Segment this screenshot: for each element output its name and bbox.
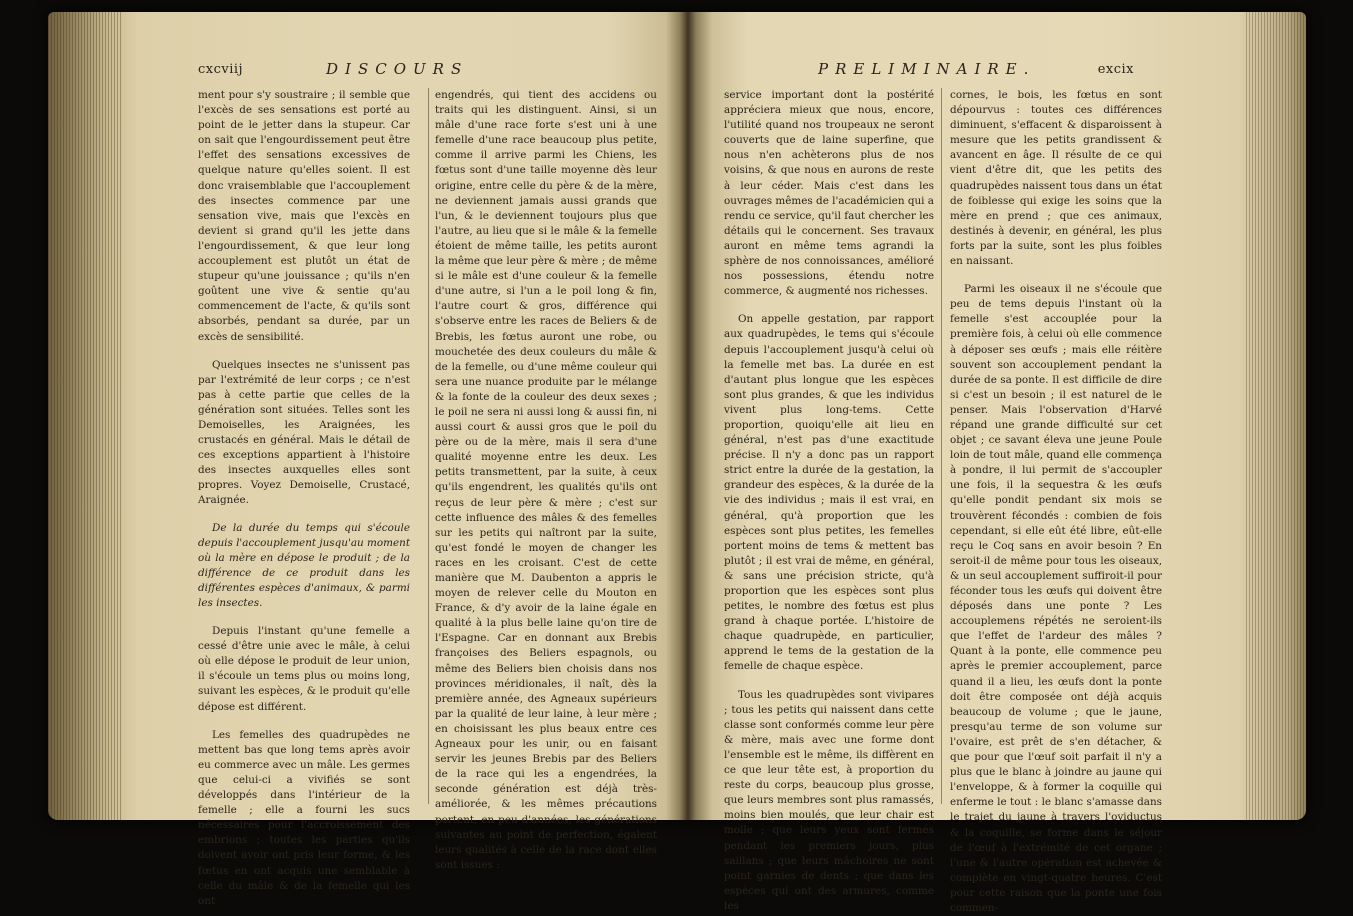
paragraph: service important dont la postérité appréciera mieux que nous, encore, l'utilité quand nos troupeaux ne seront couverts que de laine superfine, que nous n'en achèterons plus de nos voisins, & que nous en aurons de reste à leur céder. Mais c'est dans les ouvrages mêmes de l'académicien qui a rendu ce service, qu'il faut chercher les détails qui le concernent. Ses travaux auront en même tems agrandi la sphère de nos connoissances, amélioré nos possessions, étendu notre commerce, & augmenté nos richesses. [724, 89, 934, 298]
running-title: DISCOURS [326, 60, 469, 78]
left-page-header [198, 60, 668, 82]
page-number: cxcviij [198, 62, 244, 77]
left-page [198, 12, 668, 907]
page-number: excix [1097, 62, 1134, 77]
paragraph: Tous les quadrupèdes sont vivipares ; tous les petits qui naissent dans cette classe sont conformés comme leur père & mère, mais avec une forme dont l'ensemble est le même, ils diffèrent en ce que leur tête est, à proportion du reste du corps, beaucoup plus grosse, que leurs membres sont plus ramassés, moins bien moulés, que leur chair est molle ; que leurs yeux sont fermés pendant les premiers jours, plus saillans ; que leurs mâchoires ne sont point garnies de dents ; que dans les espèces qui ont des armures, comme les [724, 688, 934, 912]
running-title: PRELIMINAIRE. [818, 60, 1036, 78]
page-edges-right [1246, 12, 1306, 820]
page-edges-left [48, 12, 122, 820]
book-spread [48, 12, 1306, 914]
right-column-1 [724, 88, 942, 912]
right-column-2 [950, 88, 1162, 914]
left-column-2 [428, 88, 657, 871]
section-heading: De la durée du temps qui s'écoule depuis l'accouplement jusqu'au moment où la mère en dépose le produit ; de la différence de ce produit dans les différentes espèces d'animaux, & parmi les insectes. [198, 521, 410, 609]
paragraph: Les femelles des quadrupèdes ne mettent bas que long tems après avoir eu commerce avec un mâle. Les germes que celui-ci a vivifiés se sont développés dans l'intérieur de la femelle ; elle a fourni les sucs nécessaires pour l'accroissement des embrions ; toutes les parties qu'ils doivent avoir ont pris leur forme, & les fœtus en ont acquis une semblable à celle du mâle & de la femelle qui les ont [198, 728, 410, 907]
paragraph: On appelle gestation, par rapport aux quadrupèdes, le tems qui s'écoule depuis l'accouplement jusqu'à celui où la femelle met bas. La durée en est d'autant plus longue que les espèces sont plus grandes, & que les individus vivent plus long-tems. Cette proportion, quoiqu'elle ait lieu en général, n'est pas d'une exactitude précise. Il n'y a donc pas un rapport strict entre la durée de la gestation, la grandeur des espèces, & la durée de la vie des individus ; mais il est vrai, en général, qu'à proportion que les espèces sont plus petites, les femelles portent moins de tems & mettent bas plutôt ; il est vrai de même, en général, & sans une précision stricte, qu'à proportion que les espèces sont plus petites, le nombre des fœtus est plus grand à chaque portée. L'histoire de chaque quadrupède, en particulier, apprend le tems de la gestation de la femelle de chaque espèce. [724, 313, 934, 673]
left-column-1 [198, 88, 410, 907]
paragraph: cornes, le bois, les fœtus en sont dépourvus : toutes ces différences diminuent, s'effacent & disparoissent à mesure que les petits grandissent & avancent en âge. Il résulte de ce qui vient d'être dit, que les petits des quadrupèdes naissent tous dans un état de foiblesse qui exige les soins que la mère en prend ; que ces animaux, destinés à devenir, en général, les plus forts par la suite, sont les plus foibles en naissant. [950, 89, 1162, 268]
right-page [676, 12, 1162, 914]
paragraph: ment pour s'y soustraire ; il semble que l'excès de ses sensations est porté au point de le jetter dans la stupeur. Car on sait que l'engourdissement peut être l'effet des sensations excessives de quelque nature qu'elles soient. Il est donc vraisemblable que l'accouplement des insectes commence par une sensation vive, mais que l'excès en devient si grand qu'il les jette dans l'engourdissement, & que leur long accouplement est plutôt un état de stupeur qu'une jouissance ; qu'ils n'en goûtent une vive & sentie qu'au commencement de l'acte, & qu'ils sont absorbés, pendant sa durée, par un excès de sensibilité. [198, 89, 410, 343]
right-page-header [676, 60, 1146, 82]
paragraph: Quelques insectes ne s'unissent pas par l'extrémité de leur corps ; ce n'est pas à cette partie que celles de la génération sont situées. Telles sont les Demoiselles, les Araignées, les crustacés en général. Mais le détail de ces exceptions appartient à l'histoire des insectes auxquelles elles sont propres. Voyez Demoiselle, Crustacé, Araignée. [198, 358, 410, 507]
paragraph: Parmi les oiseaux il ne s'écoule que peu de tems depuis l'instant où la femelle s'est accouplée pour la première fois, à celui où elle commence à déposer ses œufs ; mais elle réitère souvent son accouplement pendant la durée de sa ponte. Il est difficile de dire si c'est un besoin ; il est naturel de le penser. Mais l'observation d'Harvé répand une grande difficulté sur cet objet ; ce savant éleva une jeune Poule loin de tout mâle, quand elle commença à pondre, il lui permit de s'accoupler une fois, il la sequestra & les œufs qu'elle pondit pendant six mois se trouvèrent fécondés : combien de fois cependant, si elle eût été libre, eût-elle reçu le Coq sans en avoir besoin ? En seroit-il de même pour tous les oiseaux, & un seul accouplement suffiroit-il pour féconder tous les œufs qui doivent être déposés dans une ponte ? Les accouplemens répétés ne seroient-ils que l'effet de l'ardeur des mâles ? Quant à la ponte, elle commence peu après le premier accouplement, parce quand il a lieu, les œufs dont la ponte doit être composée ont déjà acquis beaucoup de volume ; que le jaune, presqu'au terme de son volume sur l'ovaire, est prêt de s'en détacher, & que pour que l'œuf soit parfait il n'y a plus que le blanc à joindre au jaune qui l'enveloppe, & à former la coquille qui enferme le tout : le blanc s'amasse dans le trajet du jaune à travers l'oviductus & la coquille, se forme dans le séjour de l'œuf à l'extrémité de cet organe ; l'une & l'autre opération est achevée & complète en vingt-quatre heures. C'est pour cette raison que la ponte une fois commen- [950, 283, 1162, 914]
paragraph: Depuis l'instant qu'une femelle a cessé d'être unie avec le mâle, à celui où elle dépose le produit de leur union, il s'écoule un tems plus ou moins long, suivant les espèces, & le produit qu'elle dépose est différent. [198, 625, 410, 713]
paragraph: engendrés, qui tient des accidens ou traits qui les distinguent. Ainsi, si un mâle d'une race forte s'est uni à une femelle d'une race beaucoup plus petite, comme il arrive parmi les Chiens, les fœtus sont d'une taille moyenne dès leur origine, entre celle du père & de la mère, ne deviennent jamais aussi grands que l'un, & le deviennent toujours plus que l'autre, au lieu que si le mâle & la femelle étoient de même taille, les petits auront la même que leur père & mère ; de même si le mâle est d'une couleur & la femelle d'une autre, si l'un a le poil long & fin, l'autre court & gros, différence qui s'observe entre les races de Beliers & de Brebis, les fœtus auront une robe, ou mouchetée des deux couleurs du mâle & de la femelle, ou d'une même couleur qui sera une nuance produite par le mélange & la fonte de la couleur des deux sexes ; le poil ne sera ni aussi long & aussi fin, ni aussi court & aussi gros que le poil du père ou de la mère, mais il sera d'une qualité moyenne entre les deux. Les petits transmettent, par la suite, à ceux qu'ils engendrent, les qualités qu'ils ont reçus de leur père & mère ; c'est sur cette influence des mâles & des femelles sur les petits qui naîtront par la suite, qu'est fondé le moyen de changer les races en les croisant. C'est de cette manière que M. Daubenton a appris le moyen de relever celle du Mouton en France, & d'y avoir de la laine égale en qualité à la plus belle laine qu'on tire de l'Espagne. Car en donnant aux Brebis françoises des Beliers espagnols, ou même des Beliers bien choisis dans nos provinces méridionales, il naît, dès la première année, des Agneaux supérieurs par la qualité de leur laine, à leur mère ; en choisissant les plus beaux entre ces Agneaux pour les unir, ou en faisant servir les jeunes Brebis par des Beliers de la race qui les a engendrées, la seconde génération est déjà très-améliorée, & les mêmes précautions portent, en peu d'années, les générations suivantes au point de perfection, égalent leurs qualités à celle de la race dont elles sont issues : [435, 89, 657, 871]
